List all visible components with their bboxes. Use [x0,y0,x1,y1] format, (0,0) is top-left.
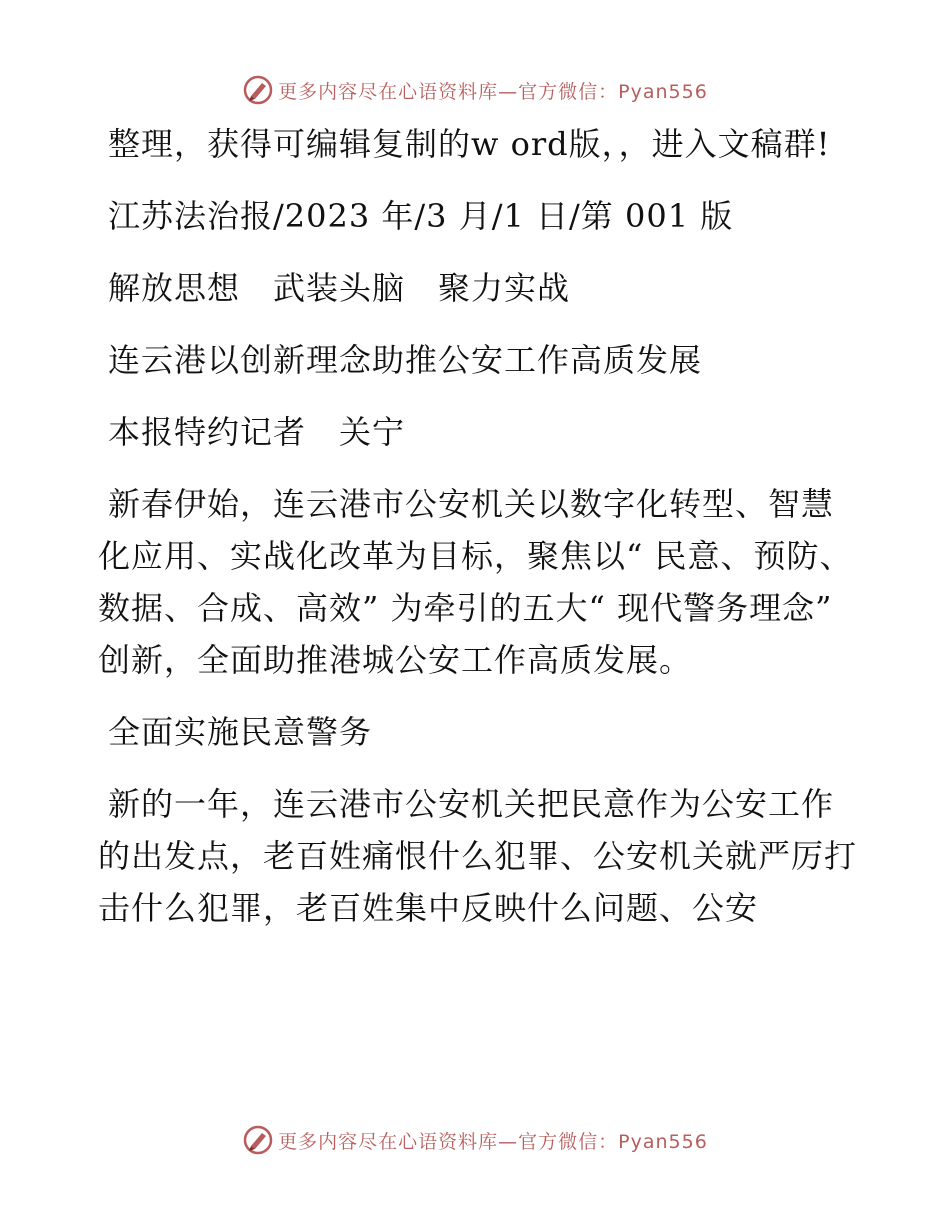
document-body [98,118,858,954]
source-line: 江苏法治报/2023 年/3 月/1 日/第 001 版 [108,197,734,235]
intro-paragraph: 整理，获得可编辑复制的w ord版，，进入文稿群! [108,125,831,163]
headline-title: 连云港以创新理念助推公安工作高质发展 [108,341,703,379]
pen-logo-icon [242,1124,274,1156]
body-paragraph: 新的一年，连云港市公安机关把民意作为公安工作的出发点，老百姓痛恨什么犯罪、公安机关就严厉打击什么犯罪，老百姓集中反映什么问题、公安 [98,785,858,927]
byline: 本报特约记者 关宁 [108,413,406,451]
footer-watermark-text: 更多内容尽在心语资料库—官方微信：Pyan556 [278,1130,708,1153]
headline-kicker: 解放思想 武装头脑 聚力实战 [108,269,571,307]
header-watermark-text: 更多内容尽在心语资料库—官方微信：Pyan556 [278,80,708,103]
pen-logo-icon [242,74,274,106]
header-watermark-banner [0,70,950,110]
footer-watermark-banner [0,1120,950,1160]
body-paragraph: 新春伊始，连云港市公安机关以数字化转型、智慧化应用、实战化改革为目标，聚焦以“ 民意、预防、数据、合成、高效” 为牵引的五大“ 现代警务理念” 创新，全面助推港城公安工作高质发展。 [98,485,853,679]
section-heading: 全面实施民意警务 [108,713,373,751]
